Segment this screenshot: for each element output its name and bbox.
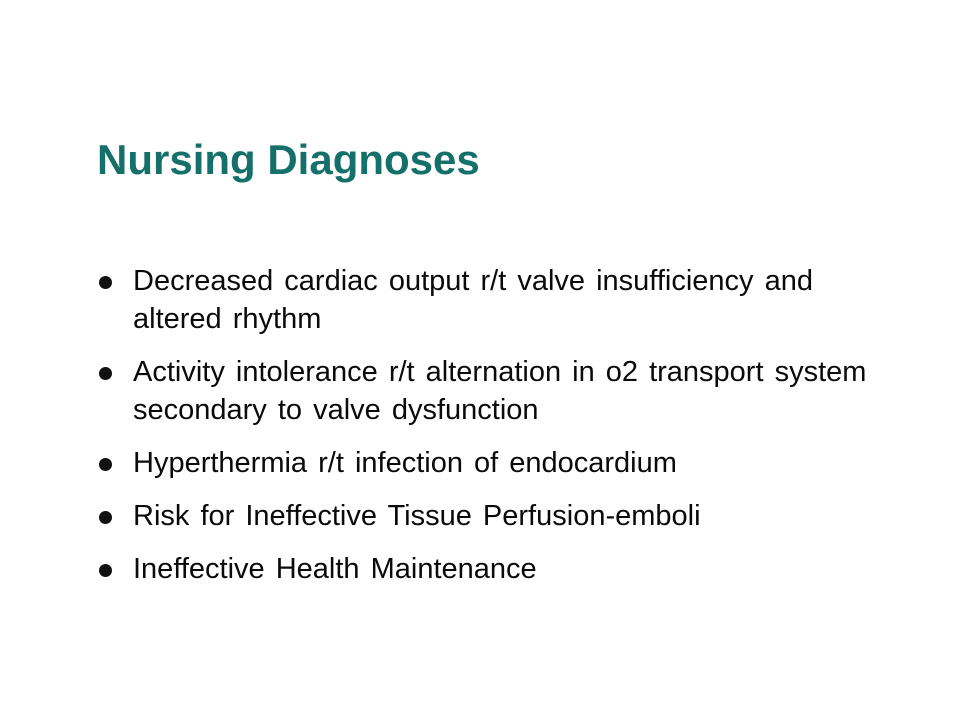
bullet-dot-icon [99,367,112,380]
bullet-dot-icon [99,276,112,289]
slide-title: Nursing Diagnoses [97,136,480,183]
bullet-dot-icon [99,564,112,577]
bullet-dot-icon [99,511,112,524]
bullet-text-5: Ineffective Health Maintenance [133,553,537,585]
bullet-text-4: Risk for Ineffective Tissue Perfusion-emboli [133,500,701,532]
bullet-item-1 [96,262,876,338]
bullet-text-1: Decreased cardiac output r/t valve insufficiency and altered rhythm [133,265,813,335]
bullet-item-4 [96,497,876,535]
bullet-item-5 [96,550,876,588]
bullet-dot-icon [99,458,112,471]
bullet-list [96,262,876,603]
bullet-text-2: Activity intolerance r/t alternation in o2 transport system secondary to valve dysfunction [133,356,867,426]
bullet-item-2 [96,353,876,429]
bullet-item-3 [96,444,876,482]
bullet-text-3: Hyperthermia r/t infection of endocardium [133,447,677,479]
